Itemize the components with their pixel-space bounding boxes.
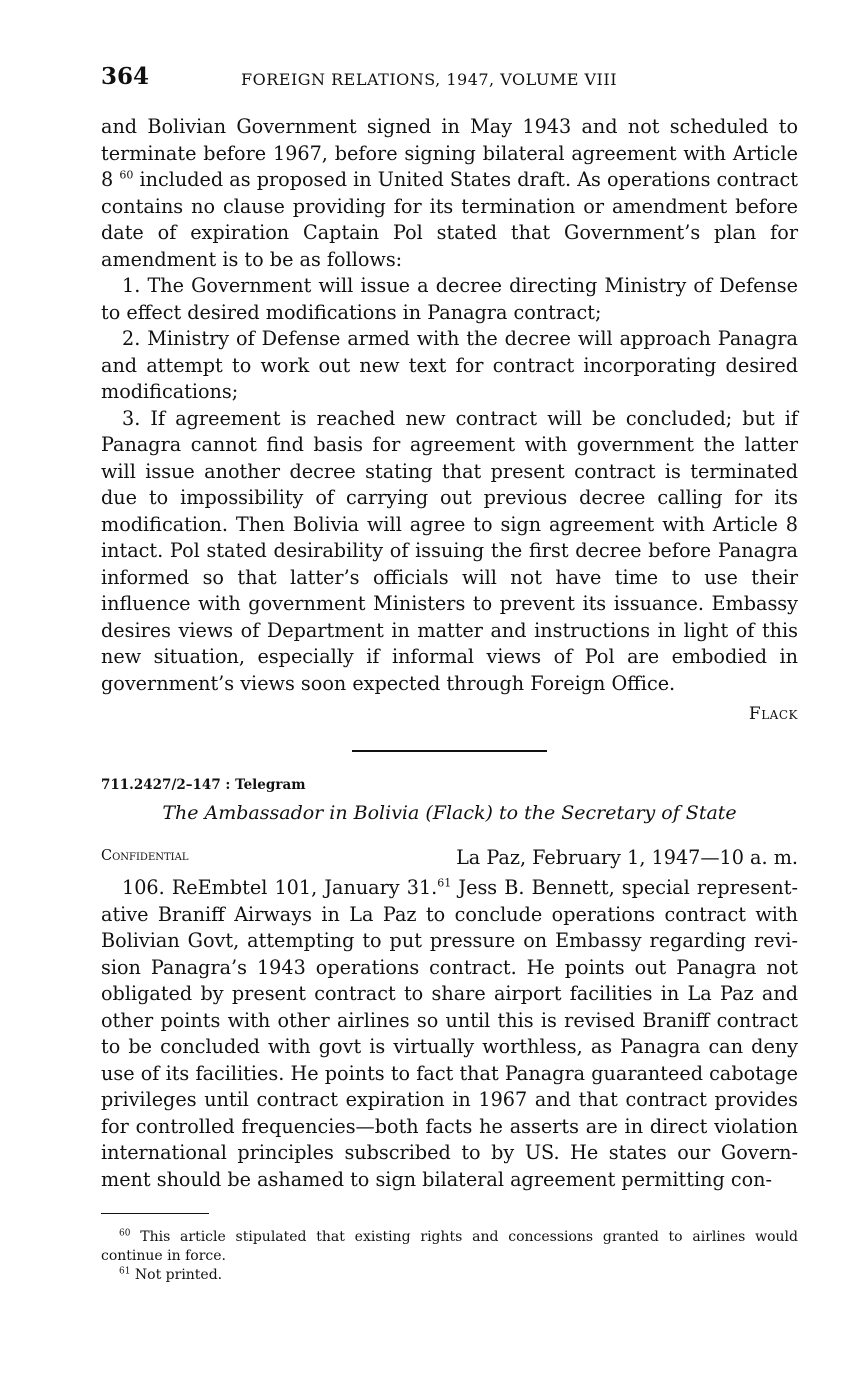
footnote-mark-61: 61: [119, 1266, 131, 1277]
footnotes: [101, 1228, 798, 1285]
footnote-ref-60[interactable]: 60: [119, 168, 134, 182]
classification-label: Confidential: [101, 848, 189, 864]
section-divider: [352, 750, 547, 752]
second-document-body: [101, 875, 798, 1193]
page-header: [101, 63, 799, 97]
page-number: 364: [101, 63, 150, 90]
place-date: La Paz, February 1, 1947—10 a. m.: [456, 846, 798, 869]
telegram-paragraph: 106. ReEmbtel 101, January 31.61 Jess B. Bennett, special representative Braniff Airways in La Paz to conclude operations contract with Bolivian Govt, attempting to put pressure on Embassy regarding revision Panagra’s 1943 operations contract. He points out Panagra not obligated by present contract to share airport facilities in La Paz and other points with other airlines so until this is revised Braniff contract to be concluded with govt is virtually worthless, as Panagra can deny use of its facilities. He points to fact that Panagra guaranteed cabotage privileges until contract expiration in 1967 and that contract provides for controlled frequencies—both facts he asserts are in direct violation international principles subscribed to by US. He states our Government should be ashamed to sign bilateral agreement permitting con-: [101, 876, 798, 1191]
opening-paragraph: and Bolivian Government signed in May 1943 and not scheduled to terminate before 1967, before signing bilateral agreement with Article 8 $^{60}$ included as proposed in United States draft. As operations contract contains no clause providing for its termination or amendment before date of expiration Captain Pol stated that Government’s plan for amendment is to be as follows:: [101, 115, 798, 271]
signature-flack: Flack: [748, 704, 798, 724]
document-title: The Ambassador in Bolivia (Flack) to the Secretary of State: [162, 802, 737, 824]
footnote-rule: [101, 1213, 209, 1214]
footnote-61: $^{61}$ Not printed.: [119, 1266, 223, 1283]
footnote-ref-61[interactable]: 61: [437, 876, 452, 890]
list-item-3: 3. If agreement is reached new contract will be concluded; but if Panagra cannot find basis for agreement with government the latter will issue another decree stating that present contract is terminated due to impossibility of carrying out previous decree calling for its modification. Then Bolivia will agree to sign agreement with Article 8 intact. Pol stated desirability of issuing the first decree before Panagra informed so that latter’s officials will not have time to use their influence with government Ministers to prevent its issuance. Embassy desires views of Department in matter and instructions in light of this new situation, especially if informal views of Pol are embodied in government’s views soon expected through Foreign Office.: [101, 406, 798, 695]
list-item-2: 2. Ministry of Defense armed with the decree will approach Panagra and attempt to work out new text for contract incorporating desired modifications;: [101, 327, 798, 403]
footnote-60: $^{60}$ This article stipulated that existing rights and concessions granted to airlines would continue in force.: [101, 1228, 798, 1264]
file-reference: 711.2427/2–147 : Telegram: [101, 777, 306, 793]
first-document-body: [101, 114, 798, 697]
list-item-1: 1. The Government will issue a decree directing Ministry of Defense to effect desired modifications in Panagra contract;: [101, 274, 798, 324]
running-head: FOREIGN RELATIONS, 1947, VOLUME VIII: [241, 70, 618, 89]
footnote-mark-60: 60: [119, 1228, 131, 1239]
